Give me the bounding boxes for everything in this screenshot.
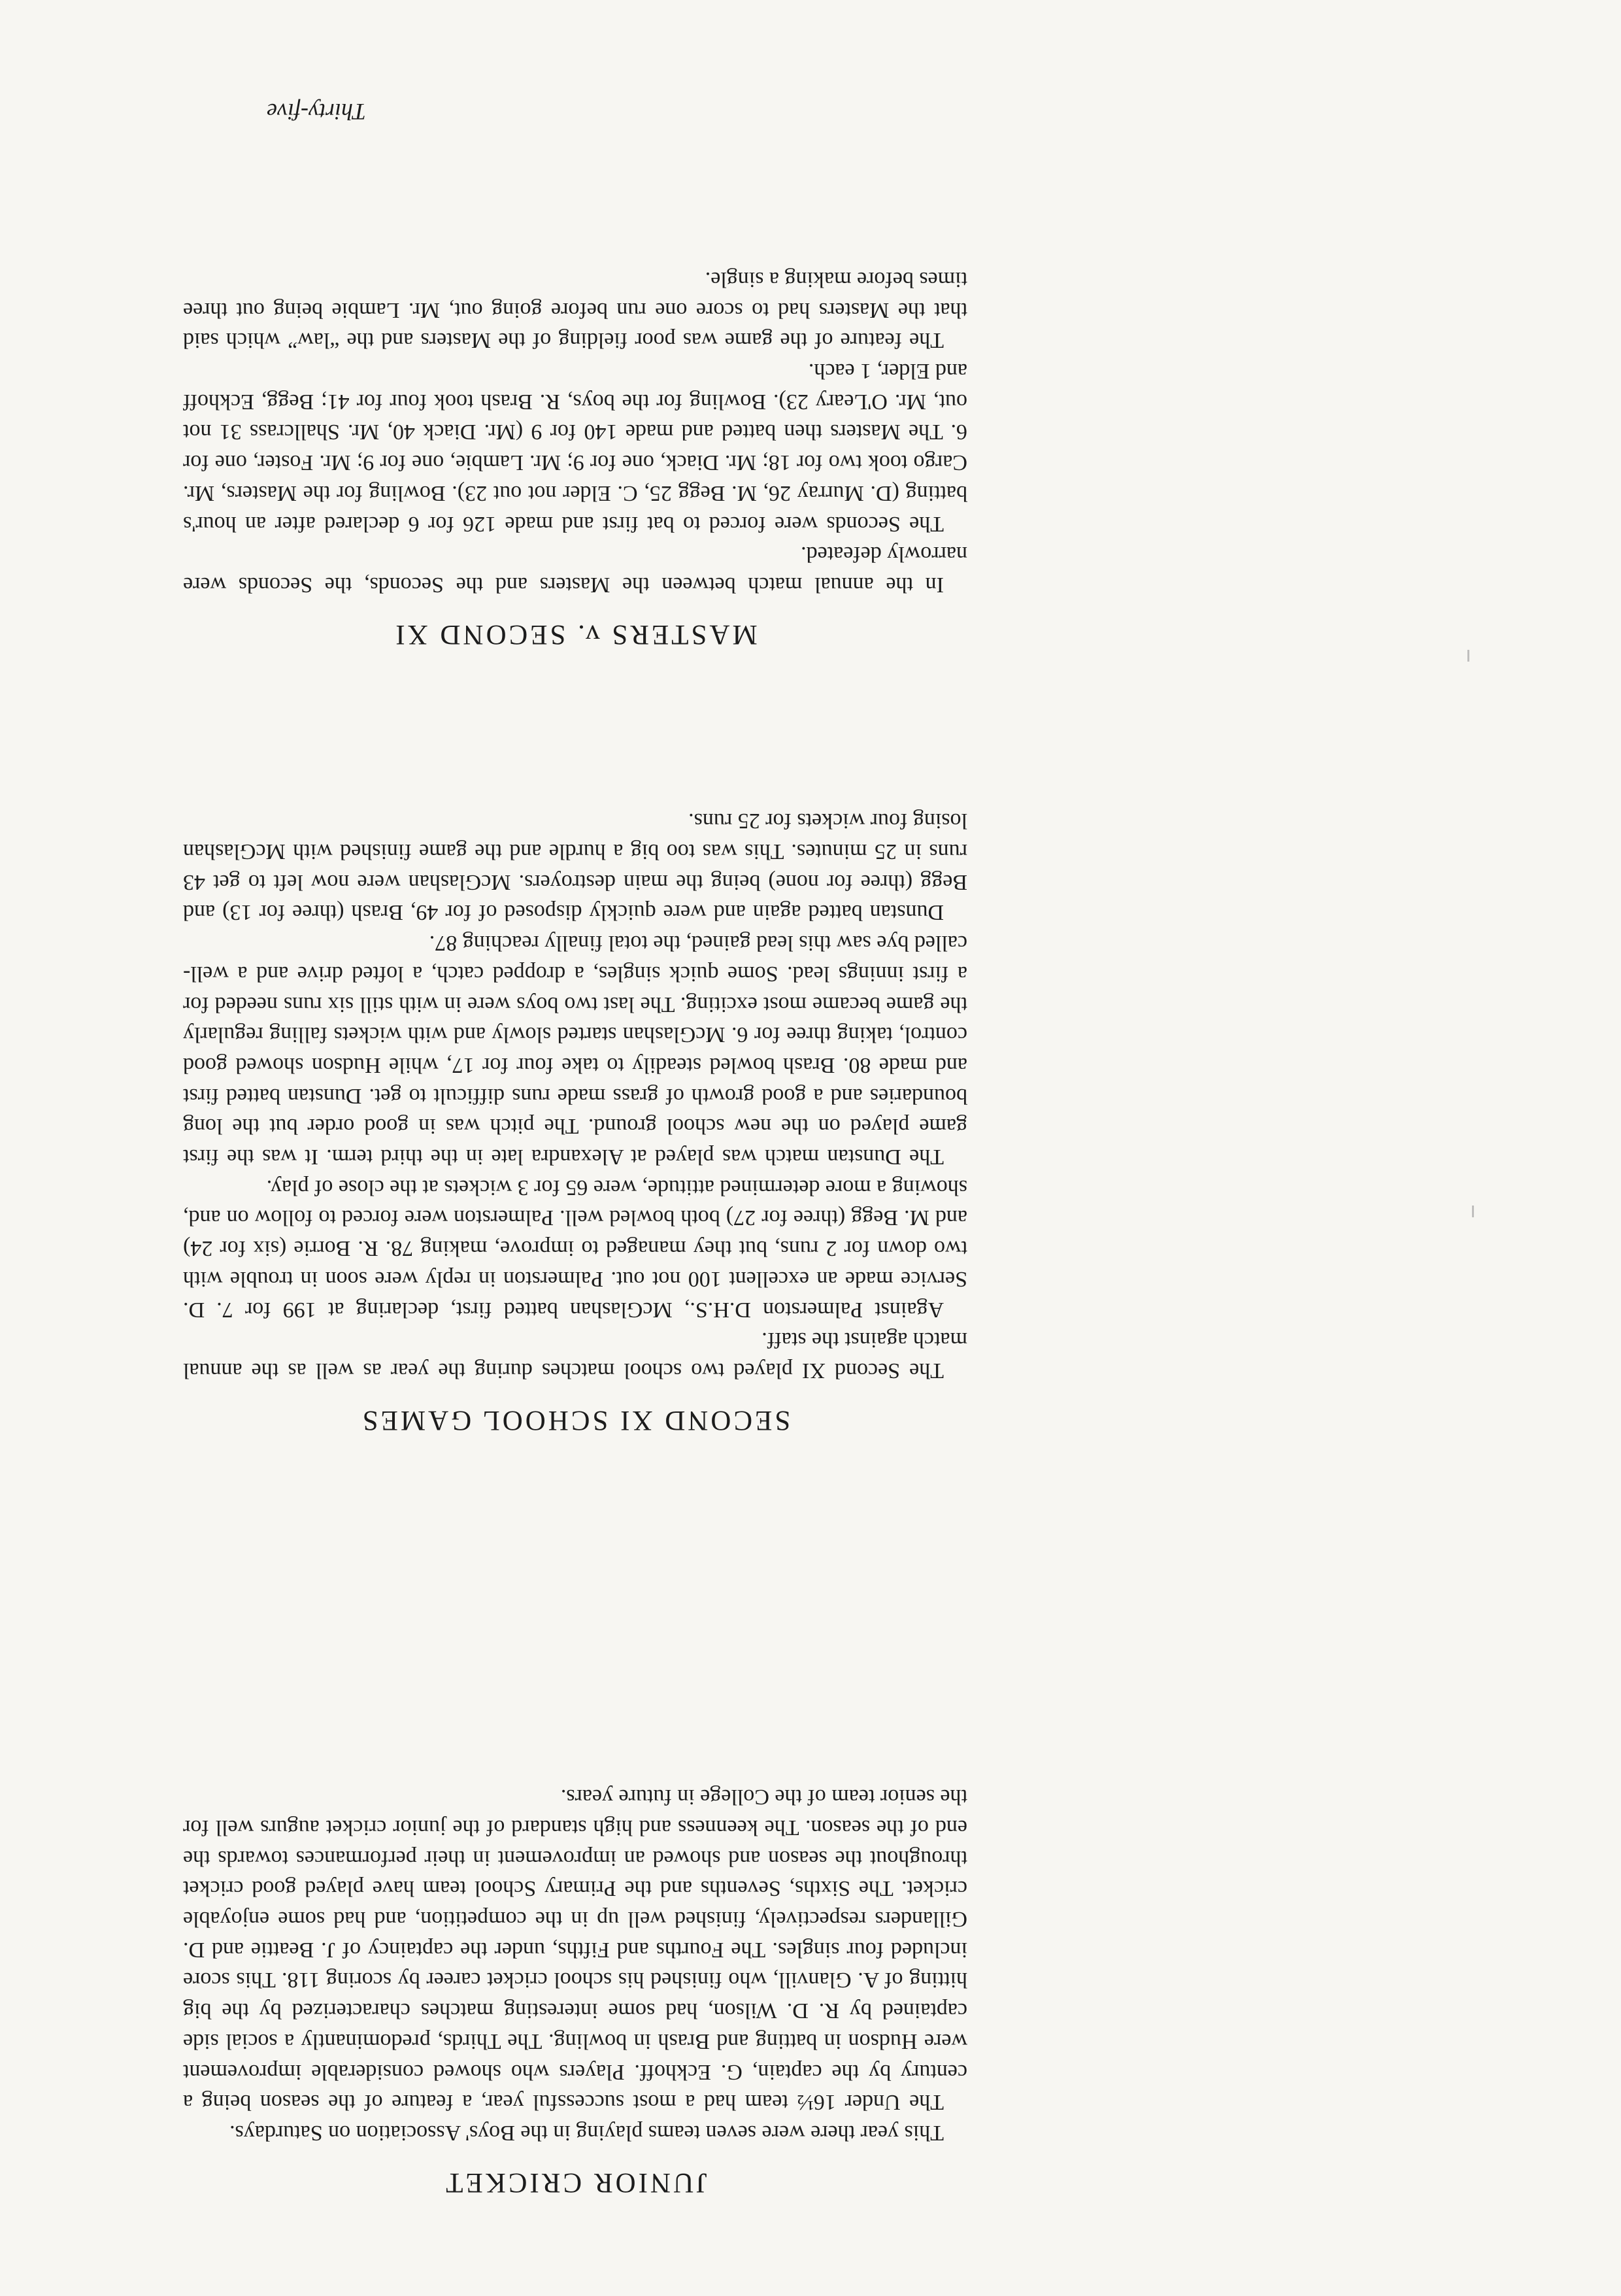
masters-paragraph: In the annual match between the Masters and the Seconds, the Seconds were narrowly defeated. bbox=[183, 542, 967, 597]
scan-mark bbox=[1467, 650, 1469, 662]
junior-cricket-section bbox=[183, 1781, 967, 2197]
masters-paragraph: The feature of the game was poor fielding of the Masters and the “law” which said that the Masters had to score one run before going out, Mr. Lambie being out three times before making a single. bbox=[183, 267, 967, 353]
masters-v-second-xi-section bbox=[183, 263, 967, 649]
scan-mark bbox=[1472, 1206, 1474, 1217]
masters-paragraph: The Seconds were forced to bat first and made 126 for 6 declared after an hour's batting (D. Murray 26, M. Begg 25, C. Elder not out 23). Bowling for the Masters, Mr. Cargo took two for 18; Mr. Diack, one for 9; Mr. Lambie, one for 9; Mr. Foster, one for 6. The Masters then batted and made 140 for 9 (Mr. Diack 40, Mr. Shallcrass 31 not out, Mr. O'Leary 23). Bowling for the boys, R. Brash took four for 41; Begg, Eckhoff and Elder, 1 each. bbox=[183, 359, 967, 536]
junior-cricket-paragraph: This year there were seven teams playing in the Boys' Association on Saturdays. bbox=[229, 2121, 944, 2145]
second-xi-school-games-heading: SECOND XI SCHOOL GAMES bbox=[359, 1405, 791, 1436]
second-xi-paragraph: The Dunstan match was played at Alexandra late in the third term. It was the first game played on the new school ground. The pitch was in good order but the long boundaries and a good growth of grass made runs difficult to get. Dunstan batted first and made 80. Brash bowled steadily to take four for 17, while Hudson showed good control, taking three for 6. McGlashan started slowly and with wickets falling regularly the game became most exciting. The last two boys were in with still six runs needed for a first innings lead. Some quick singles, a dropped catch, a lofted drive and a well-called bye saw this lead gained, the total finally reaching 87. bbox=[183, 931, 967, 1170]
second-xi-paragraph: Against Palmerston D.H.S., McGlashan batted first, declaring at 199 for 7. D. Service made an excellent 100 not out. Palmerston in reply were soon in trouble with two down for 2 runs, but they managed to improve, making 78. R. Borrie (six for 24) and M. Begg (three for 27) both bowled well. Palmerston were forced to follow on and, showing a more determined attitude, were 65 for 3 wickets at the close of play. bbox=[183, 1175, 967, 1322]
second-xi-paragraph: Dunstan batted again and were quickly disposed of for 49, Brash (three for 13) and Begg (three for none) being the main destroyers. McGlashan were now left to get 43 runs in 25 minutes. This was too big a hurdle and the game finished with McGlashan losing four wickets for 25 runs. bbox=[183, 809, 967, 925]
second-xi-school-games-section bbox=[183, 805, 967, 1434]
masters-v-second-xi-heading: MASTERS v. SECOND XI bbox=[393, 619, 758, 650]
junior-cricket-paragraph: The Under 16½ team had a most successful year, a feature of the season being a century by the captain, G. Eckhoff. Players who showed considerable improvement were Hudson in batting and Brash in bowling. The Thirds, predominantly a social side captained by R. D. Wilson, had some interesting matches characterized by the big hitting of A. Glanvill, who finished his school cricket career by scoring 118. This score included four singles. The Fourths and Fifths, under the captaincy of J. Beattie and D. Gillanders respectively, finished well up in the competition, and had some enjoyable cricket. The Sixths, Sevenths and the Primary School team have played good cricket throughout the season and showed an improvement in their performances towards the end of the season. The keenness and high standard of the junior cricket augurs well for the senior team of the College in future years. bbox=[183, 1785, 967, 2115]
junior-cricket-heading: JUNIOR CRICKET bbox=[443, 2167, 707, 2198]
page-number: Thirty-five bbox=[267, 99, 366, 125]
second-xi-paragraph: The Second XI played two school matches during the year as well as the annual match against the staff. bbox=[183, 1328, 967, 1383]
